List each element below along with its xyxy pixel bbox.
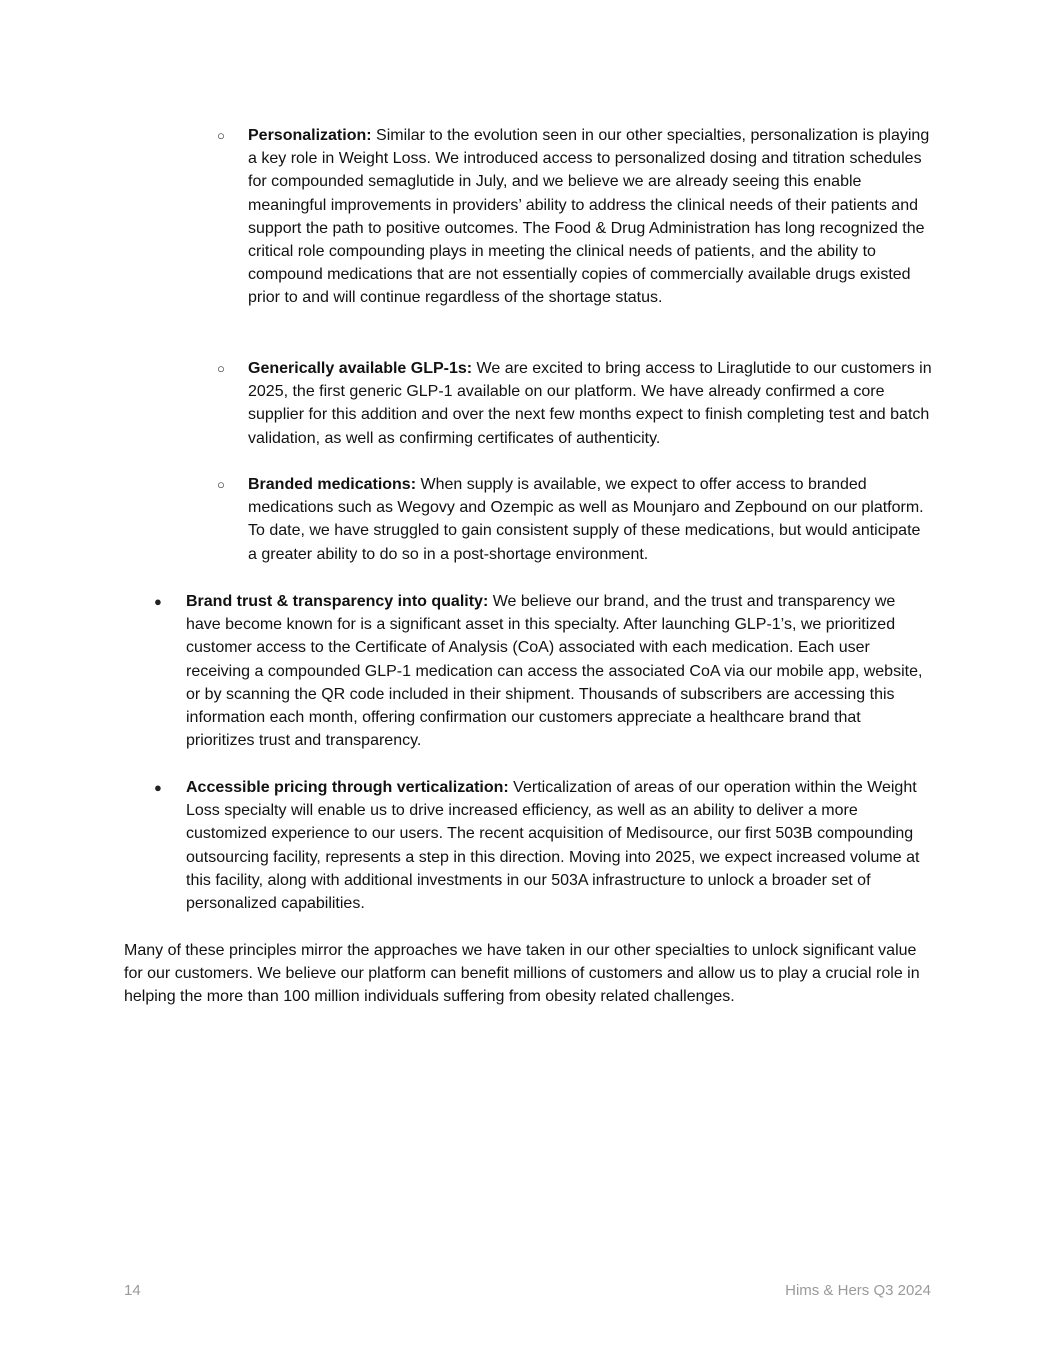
item-label: Personalization: — [248, 127, 372, 144]
footer-brand: Hims & Hers Q3 2024 — [785, 1282, 931, 1299]
bullet-marker: ● — [154, 780, 162, 795]
list-item-generic-glp1 — [248, 357, 932, 450]
item-text: Similar to the evolution seen in our other specialties, personalization is playing a key role in Weight Loss. We introduced access to personalized dosing and titration schedules for compounded semaglutide in July, and we believe we are already seeing this enable meaningful improvements in providers’ ability to address the clinical needs of their patients and support the path to positive outcomes. The Food & Drug Administration has long recognized the critical role compounding plays in meeting the clinical needs of patients, and the ability to compound medications that are not essentially copies of commercially available drugs existed prior to and will continue regardless of the shortage status. — [248, 127, 930, 307]
item-text: We believe our brand, and the trust and transparency we have become known for is a significant asset in this specialty. After launching GLP-1’s, we prioritized customer access to the Certificate of Analysis (CoA) associated with each medication. Each user receiving a compounded GLP-1 medication can access the associated CoA via our mobile app, website, or by scanning the QR code included in their shipment. Thousands of subscribers are accessing this information each month, offering confirmation our customers appreciate a healthcare brand that prioritizes trust and transparency. — [186, 593, 923, 750]
list-item-personalization — [248, 124, 932, 310]
item-label: Generically available GLP-1s: — [248, 360, 473, 377]
page-number: 14 — [124, 1282, 141, 1299]
closing-paragraph: Many of these principles mirror the approaches we have taken in our other specialties to unlock significant value for our customers. We believe our platform can benefit millions of customers and allow us to play a crucial role in helping the more than 100 million individuals suffering from obesity related challenges. — [124, 942, 920, 1006]
sub-bullet-marker: ○ — [217, 128, 225, 143]
item-text: Verticalization of areas of our operation within the Weight Loss specialty will enable us to drive increased efficiency, as well as an ability to deliver a more customized experience to our users. The recent acquisition of Medisource, our first 503B compounding outsourcing facility, represents a step in this direction. Moving into 2025, we expect increased volume at this facility, along with additional investments in our 503A infrastructure to unlock a broader set of personalized capabilities. — [186, 779, 920, 913]
item-label: Branded medications: — [248, 476, 417, 493]
item-text: We are excited to bring access to Liraglutide to our customers in 2025, the first generic GLP-1 available on our platform. We have already confirmed a core supplier for this addition and over the next few months expect to finish completing test and batch validation, as well as confirming certificates of authenticity. — [248, 360, 932, 447]
item-text: When supply is available, we expect to offer access to branded medications such as Wegovy and Ozempic as well as Mounjaro and Zepbound on our platform. To date, we have struggled to gain consistent supply of these medications, but would anticipate a greater ability to do so in a post-shortage environment. — [248, 476, 924, 563]
item-label: Brand trust & transparency into quality: — [186, 593, 489, 610]
sub-bullet-marker: ○ — [217, 477, 225, 492]
bullet-marker: ● — [154, 594, 162, 609]
sub-bullet-marker: ○ — [217, 361, 225, 376]
item-label: Accessible pricing through verticalization: — [186, 779, 509, 796]
list-item-branded-medications — [248, 473, 932, 566]
list-item-accessible-pricing — [186, 776, 932, 915]
list-item-brand-trust — [186, 590, 932, 752]
